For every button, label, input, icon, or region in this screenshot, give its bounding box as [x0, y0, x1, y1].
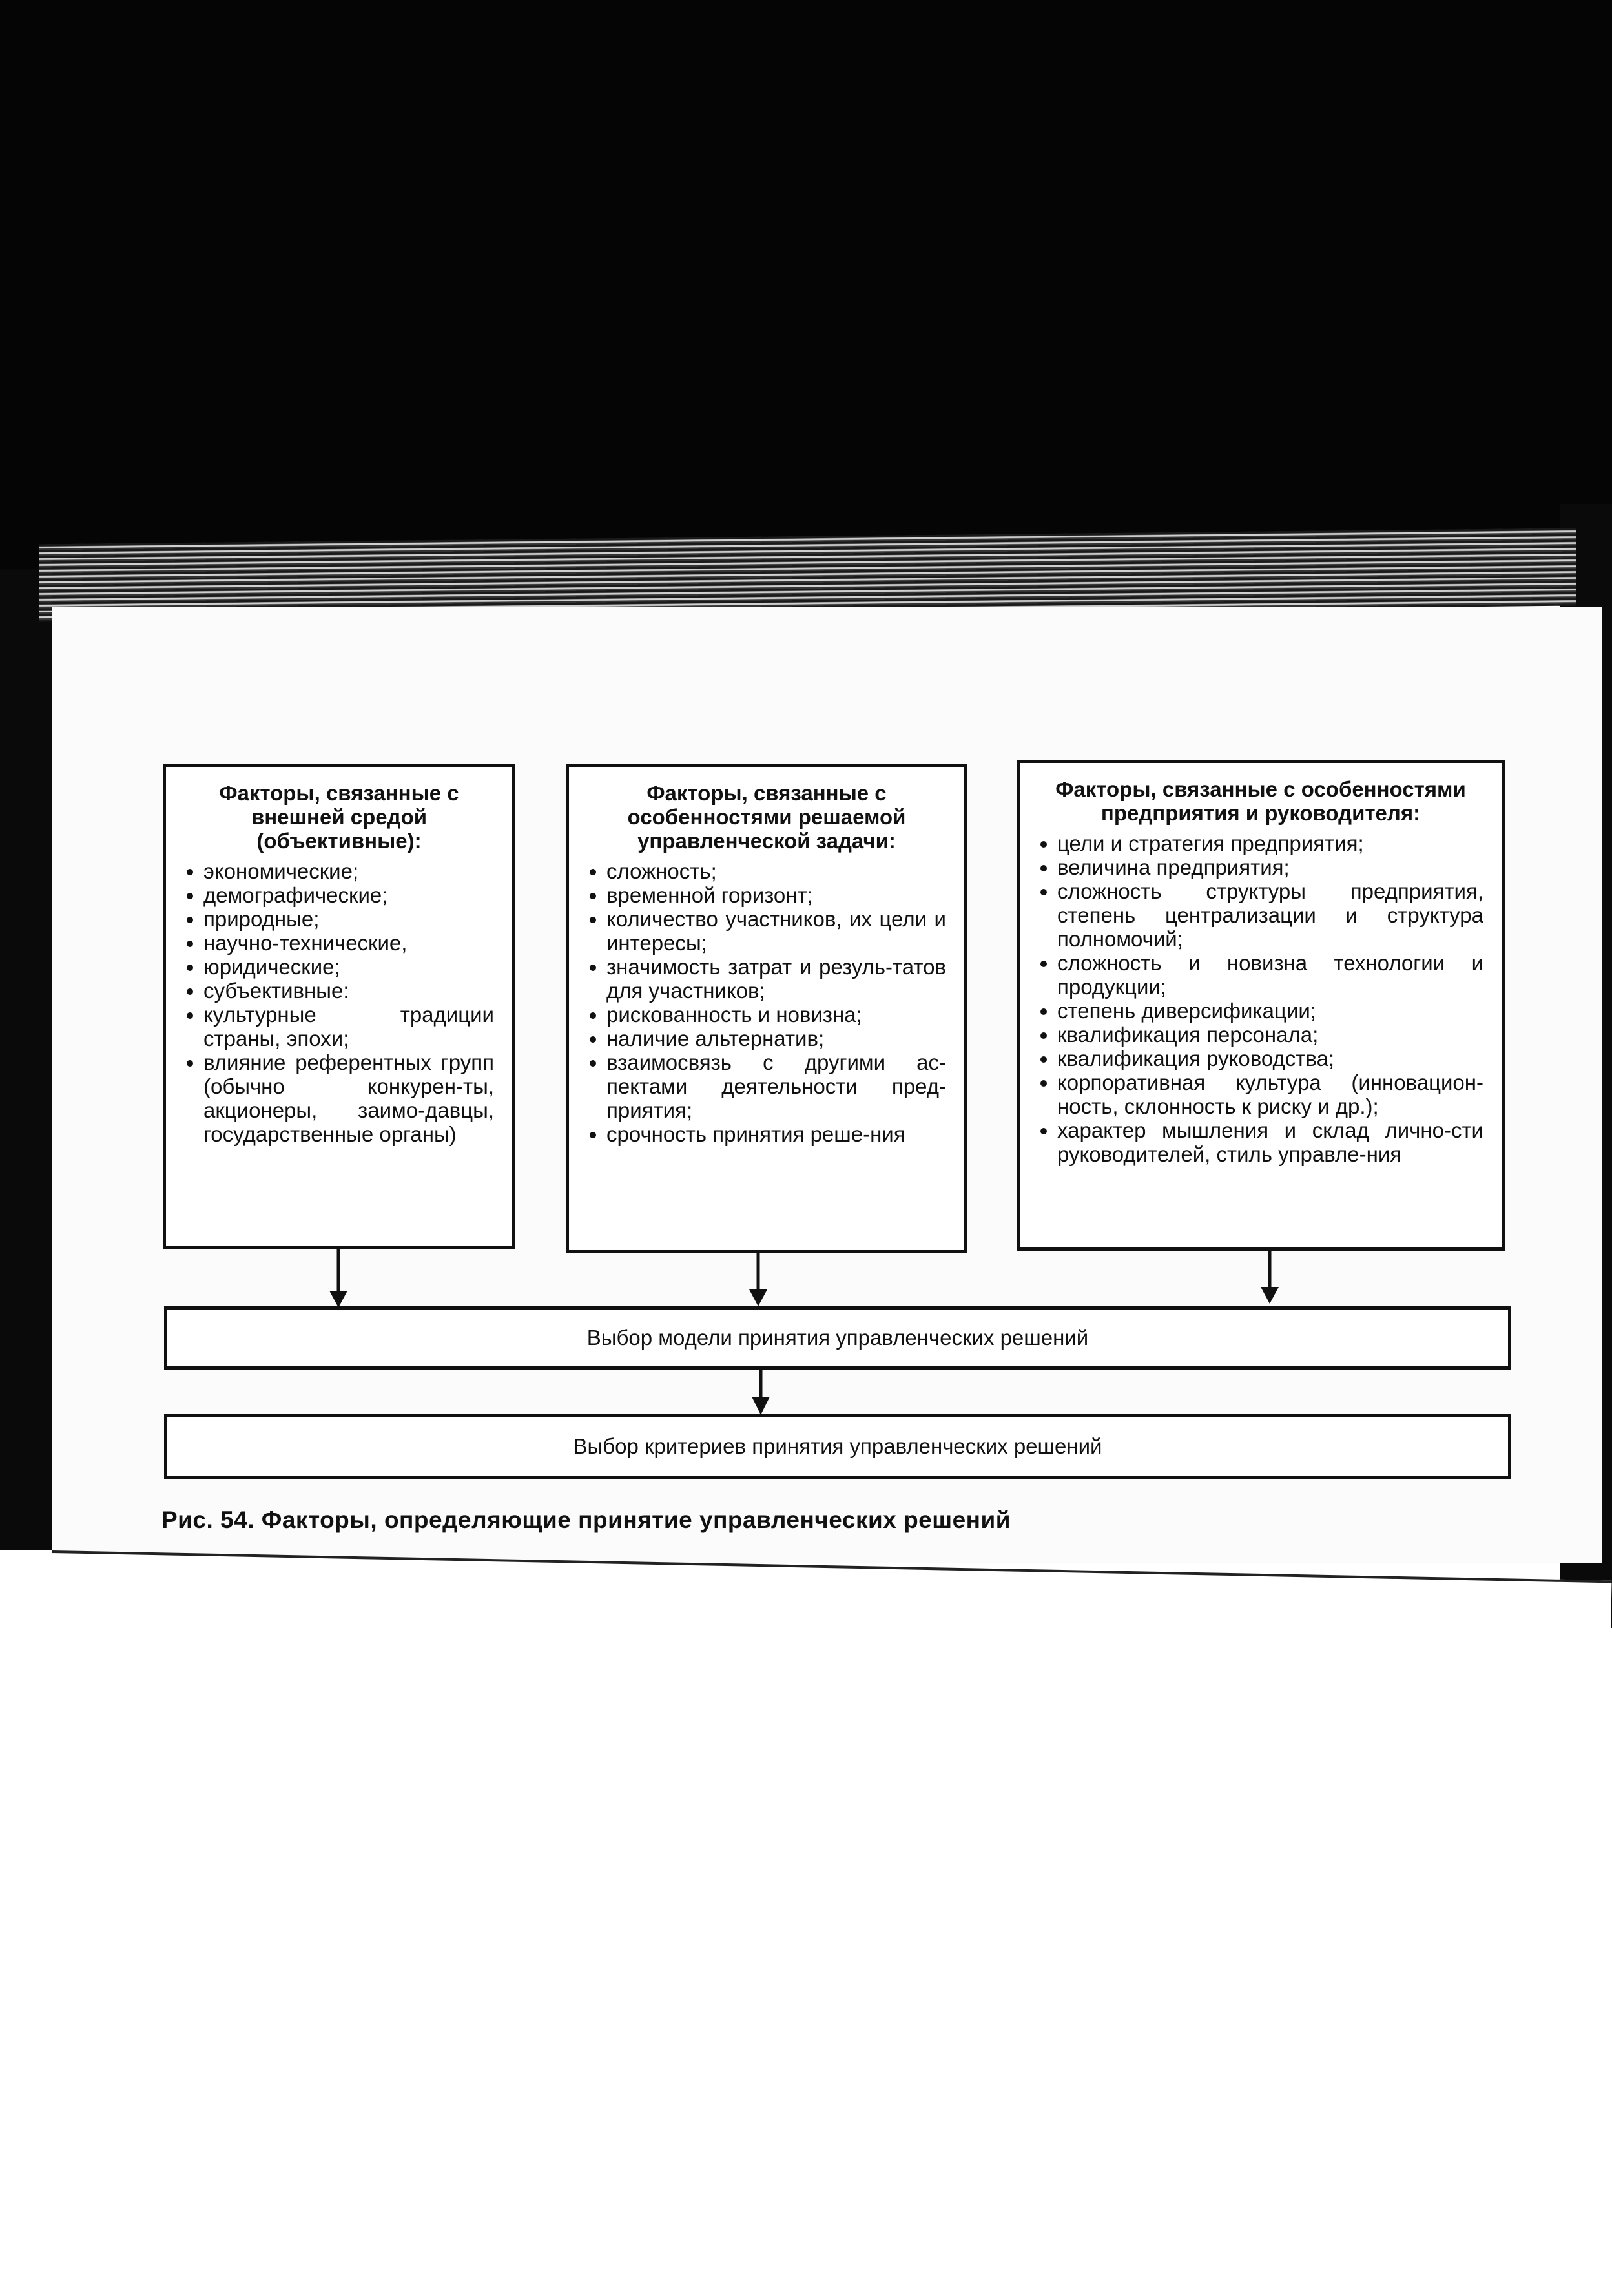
- list-item: сложность и новизна технологии и продукции;: [1038, 951, 1483, 999]
- list-item: величина предприятия;: [1038, 855, 1483, 879]
- model-choice-label: Выбор модели принятия управленческих решений: [586, 1326, 1089, 1350]
- list-item: сложность;: [587, 859, 946, 883]
- list-item: природные;: [184, 907, 494, 931]
- list-item: рискованность и новизна;: [587, 1003, 946, 1027]
- list-item: цели и стратегия предприятия;: [1038, 831, 1483, 855]
- list-item: срочность принятия реше-ния: [587, 1122, 946, 1146]
- list-item: характер мышления и склад лично-сти руководителей, стиль управле-ния: [1038, 1118, 1483, 1166]
- list-item: квалификация руководства;: [1038, 1047, 1483, 1070]
- list-item: временной горизонт;: [587, 883, 946, 907]
- list-item: научно-технические,: [184, 931, 494, 955]
- arrow-down-icon: [329, 1249, 347, 1308]
- list-item: корпоративная культура (инновацион-ность, склонность к риску и др.);: [1038, 1070, 1483, 1118]
- list-item: взаимосвязь с другими ас-пектами деятельности пред-приятия;: [587, 1050, 946, 1122]
- list-item: субъективные:: [184, 979, 494, 1003]
- task-factors-title: Факторы, связанные с особенностями решаемой управленческой задачи:: [627, 781, 906, 853]
- list-item: экономические;: [184, 859, 494, 883]
- arrow-down-icon: [752, 1368, 770, 1415]
- list-item: наличие альтернатив;: [587, 1027, 946, 1050]
- figure-caption: Рис. 54. Факторы, определяющие принятие управленческих решений: [161, 1507, 1011, 1533]
- list-item: юридические;: [184, 955, 494, 979]
- criteria-choice-box: [164, 1414, 1511, 1479]
- model-choice-box: [164, 1306, 1511, 1370]
- list-item: квалификация персонала;: [1038, 1023, 1483, 1047]
- list-item: сложность структуры предприятия, степень централизации и структура полномочий;: [1038, 879, 1483, 951]
- list-item: значимость затрат и резуль-татов для участников;: [587, 955, 946, 1003]
- list-item: влияние референтных групп (обычно конкурен-ты, акционеры, заимо-давцы, государственные органы): [184, 1050, 494, 1146]
- list-item: демографические;: [184, 883, 494, 907]
- list-item: степень диверсификации;: [1038, 999, 1483, 1023]
- external-factors-title: Факторы, связанные с внешней средой (объективные):: [219, 781, 459, 853]
- arrow-down-icon: [749, 1253, 767, 1306]
- arrow-down-icon: [1261, 1251, 1279, 1304]
- enterprise-factors-title: Факторы, связанные с особенностями предприятия и руководителя:: [1055, 777, 1466, 825]
- criteria-choice-label: Выбор критериев принятия управленческих решений: [573, 1434, 1102, 1458]
- list-item: культурные традиции страны, эпохи;: [184, 1003, 494, 1050]
- list-item: количество участников, их цели и интересы;: [587, 907, 946, 955]
